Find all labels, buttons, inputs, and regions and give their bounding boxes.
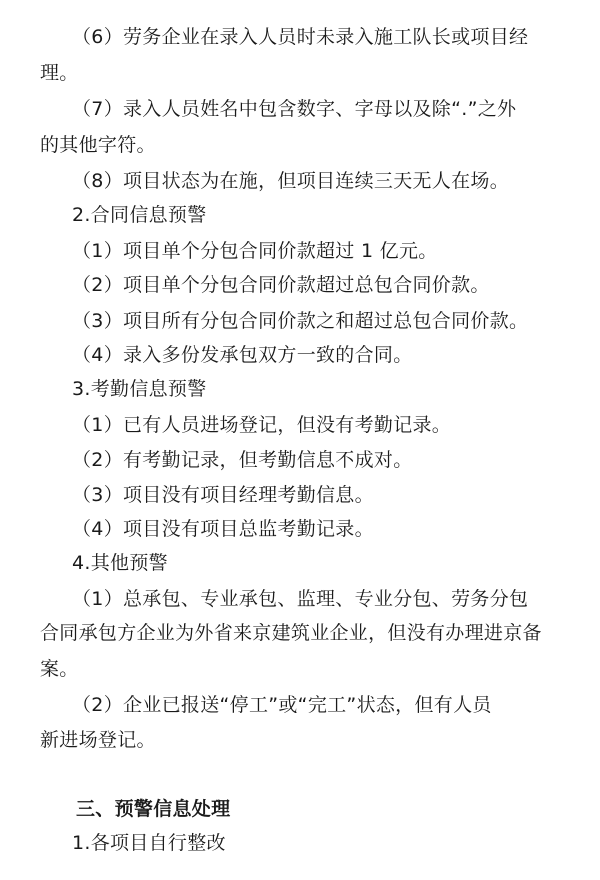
item-prefix: （4） — [72, 344, 123, 366]
list-item-7-line2 — [40, 130, 156, 160]
item-text: 录入人员姓名中包含数字、字母以及除“.”之外 — [123, 98, 517, 120]
list-item — [72, 480, 374, 510]
list-item — [72, 410, 451, 440]
item-text: 企业已报送“停工”或“完工”状态，但有人员 — [123, 694, 492, 716]
item-prefix: （2） — [72, 274, 123, 296]
item-prefix: （2） — [72, 694, 123, 716]
list-item — [72, 270, 490, 300]
item-text: 项目状态为在施，但项目连续三天无人在场。 — [123, 170, 510, 192]
chapter-heading: 三、预警信息处理 — [76, 798, 231, 820]
section-heading-contract: 2.合同信息预警 — [72, 204, 207, 226]
item-prefix: （3） — [72, 484, 123, 506]
list-item — [72, 445, 413, 475]
list-item-line1 — [72, 584, 528, 614]
list-item — [72, 514, 374, 544]
item-text: 项目所有分包合同价款之和超过总包合同价款。 — [123, 310, 529, 332]
item-text: 劳务企业在录入人员时未录入施工队长或项目经 — [123, 26, 529, 48]
item-text: 已有人员进场登记，但没有考勤记录。 — [123, 414, 452, 436]
item-prefix: （1） — [72, 414, 123, 436]
list-item-line2: 合同承包方企业为外省来京建筑业企业，但没有办理进京备 — [40, 622, 542, 644]
item-prefix: （4） — [72, 518, 123, 540]
list-item — [72, 306, 528, 336]
item-text: 项目没有项目总监考勤记录。 — [123, 518, 374, 540]
item-text: 理。 — [40, 62, 79, 84]
list-item-6-line1 — [72, 22, 528, 52]
list-item-7-line1 — [72, 94, 516, 124]
item-prefix: （1） — [72, 240, 123, 262]
list-item-8 — [72, 166, 509, 196]
item-text: 的其他字符。 — [40, 134, 156, 156]
item-prefix: （7） — [72, 98, 123, 120]
item-text: 项目单个分包合同价款超过 1 亿元。 — [123, 240, 438, 262]
section-heading-other: 4.其他预警 — [72, 552, 168, 574]
item-prefix: （6） — [72, 26, 123, 48]
list-item-line1 — [72, 690, 492, 720]
list-item-line3: 案。 — [40, 658, 79, 680]
list-item-6-line2 — [40, 58, 79, 88]
item-text: 项目单个分包合同价款超过总包合同价款。 — [123, 274, 490, 296]
section-heading-attendance: 3.考勤信息预警 — [72, 378, 207, 400]
list-item — [72, 340, 413, 370]
list-item — [72, 236, 438, 266]
item-text: 录入多份发承包双方一致的合同。 — [123, 344, 413, 366]
subsection-heading: 1.各项目自行整改 — [72, 832, 226, 854]
item-text: 总承包、专业承包、监理、专业分包、劳务分包 — [123, 588, 529, 610]
item-text: 有考勤记录，但考勤信息不成对。 — [123, 449, 413, 471]
item-text: 项目没有项目经理考勤信息。 — [123, 484, 374, 506]
item-prefix: （1） — [72, 588, 123, 610]
item-prefix: （8） — [72, 170, 123, 192]
item-prefix: （2） — [72, 449, 123, 471]
item-prefix: （3） — [72, 310, 123, 332]
list-item-line2: 新进场登记。 — [40, 729, 156, 751]
